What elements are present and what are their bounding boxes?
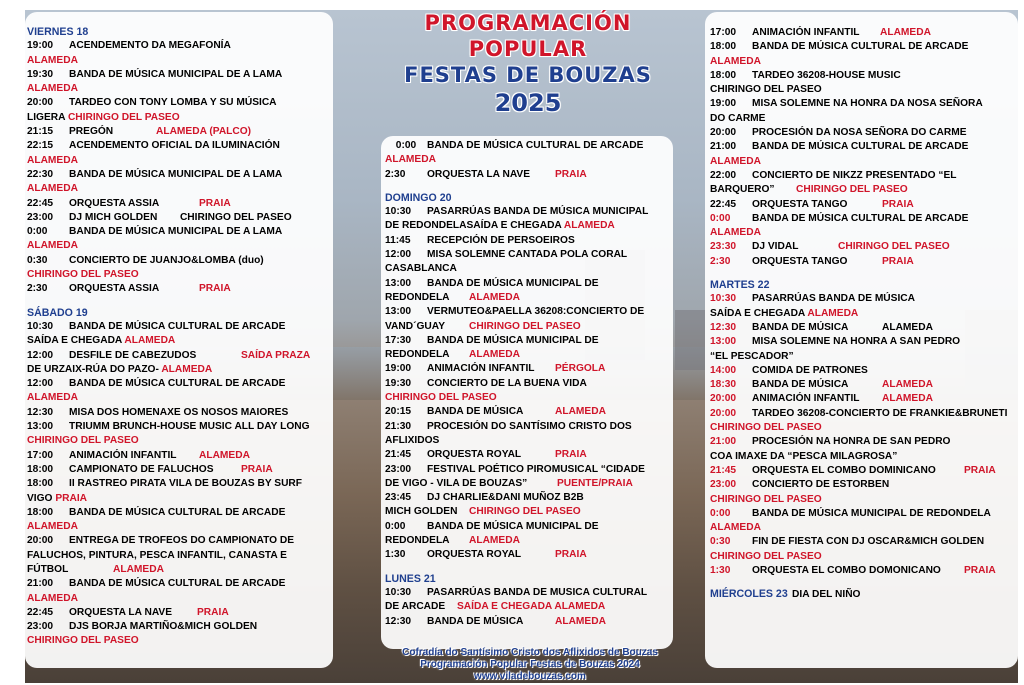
event-row: 21:30 PROCESIÓN DO SANTÍSIMO CRISTO DOS [385, 420, 632, 432]
event-row-cont: VIGO PRAIA [27, 492, 88, 504]
event-row-cont: LIGERA CHIRINGO DEL PASEO [27, 111, 180, 123]
event-row: 18:00 CAMPIONATO DE FALUCHOS PRAIA [27, 463, 273, 475]
footer-website-link[interactable]: www.viladebouzas.com [474, 671, 586, 682]
event-row: 12:00 BANDA DE MÚSICA CULTURAL DE ARCADE [27, 378, 286, 390]
event-venue: ALAMEDA [710, 55, 761, 67]
event-row: 1:30 ORQUESTA EL COMBO DOMONICANO PRAIA [710, 564, 996, 576]
event-row: 0:00 BANDA DE MÚSICA MUNICIPAL DE A LAMA [27, 226, 283, 238]
day-heading-sunday: DOMINGO 20 [385, 191, 452, 204]
day-heading-saturday: SÁBADO 19 [27, 306, 88, 319]
day-heading-wednesday: MIÉRCOLES 23 [710, 588, 788, 601]
event-row-cont: FÚTBOL ALAMEDA [27, 563, 164, 575]
event-row: 12:30 MISA DOS HOMENAXE OS NOSOS MAIORES [27, 406, 289, 418]
event-venue: CHIRINGO DEL PASEO [710, 493, 822, 505]
event-venue: ALAMEDA [385, 154, 436, 166]
footer-organizer: Cofradía do Santísimo Cristo dos Aflixidos de Bouzas [402, 647, 658, 658]
event-row: 22:30 BANDA DE MÚSICA MUNICIPAL DE A LAMA [27, 168, 283, 180]
event-row-cont: FALUCHOS, PINTURA, PESCA INFANTIL, CANASTA E [27, 549, 287, 561]
day-heading-friday: VIERNES 18 [27, 26, 89, 38]
event-venue: ALAMEDA [27, 183, 78, 195]
event-row: 0:00 BANDA DE MÚSICA CULTURAL DE ARCADE [710, 212, 969, 224]
event-row: 17:30 BANDA DE MÚSICA MUNICIPAL DE [385, 334, 599, 346]
day-heading-tuesday: MARTES 22 [710, 279, 770, 292]
event-row-cont: CASABLANCA [385, 263, 457, 275]
event-row: 22:45 ORQUESTA LA NAVE PRAIA [27, 606, 229, 618]
event-row: 13:00 MISA SOLEMNE NA HONRA A SAN PEDRO [710, 336, 961, 348]
event-venue: ALAMEDA [710, 522, 761, 534]
event-venue: CHIRINGO DEL PASEO [27, 635, 139, 647]
event-row-cont: BARQUERO”CHIRINGO DEL PASEO [710, 184, 908, 196]
event-row: 2:30 ORQUESTA ASSIA PRAIA [27, 283, 231, 295]
event-row: 19:30 BANDA DE MÚSICA MUNICIPAL DE A LAMA [27, 68, 283, 80]
event-row: 21:45 ORQUESTA ROYAL PRAIA [385, 449, 587, 461]
event-row-cont: CHIRINGO DEL PASEO [710, 84, 822, 96]
event-row: 18:00 BANDA DE MÚSICA CULTURAL DE ARCADE [27, 506, 286, 518]
event-venue: CHIRINGO DEL PASEO [27, 435, 139, 447]
day-heading-monday: LUNES 21 [385, 572, 436, 585]
event-row-cont: DO CARME [710, 112, 766, 124]
event-venue: ALAMEDA [710, 227, 761, 239]
event-row: 12:00 DESFILE DE CABEZUDOS SAÍDA PRAZA [27, 349, 311, 361]
event-venue: ALAMEDA [27, 83, 78, 95]
event-row: 22:00 CONCIERTO DE NIKZZ PRESENTADO “EL [710, 169, 957, 181]
event-row: 2:30 ORQUESTA LA NAVE PRAIA [385, 168, 587, 180]
event-row: 0:00 BANDA DE MÚSICA CULTURAL DE ARCADE [395, 140, 644, 151]
event-row: 20:00 ANIMACIÓN INFANTIL ALAMEDA [710, 393, 933, 405]
event-row: 18:30 BANDA DE MÚSICA ALAMEDA [710, 379, 933, 391]
event-row-cont: COA IMAXE DA “PESCA MILAGROSA” [710, 450, 898, 462]
event-row: 22:15 ACENDEMENTO OFICIAL DA ILUMINACIÓN [27, 140, 280, 152]
event-row-cont: REDONDELAALAMEDA [385, 535, 520, 547]
event-venue: ALAMEDA [27, 592, 78, 604]
poster-footer [350, 647, 710, 683]
event-row: 23:00 DJS BORJA MARTIÑO&MICH GOLDEN [27, 621, 258, 633]
event-row: 0:00 BANDA DE MÚSICA MUNICIPAL DE [385, 520, 599, 532]
event-row-cont: MICH GOLDENCHIRINGO DEL PASEO [385, 506, 581, 518]
title-line-2: POPULAR [468, 37, 588, 61]
poster-title [383, 10, 673, 116]
event-row: 20:00 TARDEO CON TONY LOMBA Y SU MÚSICA [27, 97, 277, 109]
event-venue: CHIRINGO DEL PASEO [710, 550, 822, 562]
event-row: 21:45 ORQUESTA EL COMBO DOMINICANO PRAIA [710, 464, 996, 476]
event-row-cont: DE REDONDELASAÍDA E CHEGADA ALAMEDA [385, 220, 615, 232]
event-row-cont: SAÍDA E CHEGADA ALAMEDA [27, 335, 176, 347]
title-year: 2025 [494, 89, 562, 117]
event-row: 12:30 BANDA DE MÚSICA ALAMEDA [710, 321, 933, 333]
event-row: 2:30 ORQUESTA TANGO PRAIA [710, 255, 914, 267]
event-row: 18:00 BANDA DE MÚSICA CULTURAL DE ARCADE [710, 41, 969, 53]
event-row: 19:00 ACENDEMENTO DA MEGAFONÍA [27, 40, 231, 52]
event-row: 10:30 PASARRÚAS BANDA DE MÚSICA MUNICIPAL [385, 206, 649, 218]
event-row-cont: DE URZAIX-RÚA DO PAZO- ALAMEDA [27, 363, 213, 375]
event-row-cont: REDONDELAALAMEDA [385, 291, 520, 303]
event-row-cont: AFLIXIDOS [385, 434, 440, 446]
event-venue: ALAMEDA [27, 154, 78, 166]
event-row: 0:30 FIN DE FIESTA CON DJ OSCAR&MICH GOLDEN [710, 536, 985, 548]
schedule-panel-left [25, 12, 333, 668]
event-venue: ALAMEDA [27, 521, 78, 533]
event-row: 10:30 PASARRÚAS BANDA DE MÚSICA [710, 293, 916, 305]
event-row: 12:30 BANDA DE MÚSICA ALAMEDA [385, 615, 606, 627]
event-row: 23:00 FESTIVAL POÉTICO PIROMUSICAL “CIDADE [385, 463, 645, 475]
event-venue: ALAMEDA [710, 155, 761, 167]
event-row-cont: SAÍDA E CHEGADA ALAMEDA [710, 307, 859, 319]
event-row: 18:00 TARDEO 36208-HOUSE MUSIC [710, 69, 901, 81]
event-row: 23:45 DJ CHARLIE&DANI MUÑOZ B2B [385, 492, 584, 504]
event-venue: CHIRINGO DEL PASEO [27, 269, 139, 281]
event-row: 23:30 DJ VIDAL CHIRINGO DEL PASEO [710, 241, 950, 253]
event-row: 17:00 ANIMACIÓN INFANTIL ALAMEDA [710, 27, 931, 38]
event-venue: CHIRINGO DEL PASEO [385, 392, 497, 404]
event-row: 18:00 II RASTREO PIRATA VILA DE BOUZAS BY SURF [27, 478, 303, 490]
event-row: 17:00 ANIMACIÓN INFANTIL ALAMEDA [27, 449, 250, 461]
event-row: 12:00 MISA SOLEMNE CANTADA POLA CORAL [385, 249, 628, 261]
event-row: 19:00 ANIMACIÓN INFANTIL PÉRGOLA [385, 363, 606, 375]
event-row: 20:00 TARDEO 36208-CONCIERTO DE FRANKIE&BRUNETI [710, 407, 1008, 419]
event-row-cont: DE VIGO - VILA DE BOUZAS” PUENTE/PRAIA [385, 477, 633, 489]
event-row: 1:30 ORQUESTA ROYAL PRAIA [385, 549, 587, 561]
event-row-cont: DE ARCADESAÍDA E CHEGADA ALAMEDA [385, 601, 606, 613]
event-row: 20:00 ENTREGA DE TROFEOS DO CAMPIONATO DE [27, 535, 295, 547]
event-row: 10:30 PASARRÚAS BANDA DE MUSICA CULTURAL [385, 586, 648, 598]
event-row: 21:00 BANDA DE MÚSICA CULTURAL DE ARCADE [710, 141, 969, 153]
event-row: 13:00 VERMUTEO&PAELLA 36208:CONCIERTO DE [385, 306, 645, 318]
footer-program: Programación Popular Festas de Bouzas 2024 [420, 659, 640, 670]
title-line-3: FESTAS DE BOUZAS [404, 63, 652, 87]
event-row: 23:00 CONCIERTO DE ESTORBEN [710, 479, 890, 491]
schedule-panel-right [705, 12, 1018, 668]
event-venue: ALAMEDA [27, 240, 78, 252]
title-line-1: PROGRAMACIÓN [424, 11, 632, 35]
event-row: 19:00 MISA SOLEMNE NA HONRA DA NOSA SEÑORA [710, 98, 983, 110]
schedule-panel-middle [381, 136, 673, 649]
event-row: 23:00 DJ MICH GOLDEN CHIRINGO DEL PASEO [27, 211, 292, 223]
event-row: 19:30 CONCIERTO DE LA BUENA VIDA [385, 377, 587, 389]
event-venue: CHIRINGO DEL PASEO [710, 422, 822, 434]
event-row: 11:45 RECEPCIÓN DE PERSOEIROS [385, 234, 575, 246]
event-venue: ALAMEDA [27, 392, 78, 404]
event-row: 14:00 COMIDA DE PATRONES [710, 364, 868, 376]
event-row: 13:00 TRIUMM BRUNCH-HOUSE MUSIC ALL DAY LONG [27, 421, 310, 433]
event-row: 0:00 BANDA DE MÚSICA MUNICIPAL DE REDONDELA [710, 507, 991, 519]
event-row: 10:30 BANDA DE MÚSICA CULTURAL DE ARCADE [27, 320, 286, 332]
event-row: 22:45 ORQUESTA TANGO PRAIA [710, 198, 914, 210]
event-row: 20:00 PROCESIÓN DA NOSA SEÑORA DO CARME [710, 127, 967, 139]
event-row-cont: VAND´GUAYCHIRINGO DEL PASEO [385, 320, 581, 332]
event-row: 21:15 PREGÓN ALAMEDA (PALCO) [27, 126, 252, 138]
event-row: MIÉRCOLES 23 DIA DEL NIÑO [710, 588, 861, 601]
event-venue: ALAMEDA [27, 54, 78, 66]
event-row: 20:15 BANDA DE MÚSICA ALAMEDA [385, 406, 606, 418]
event-row: 22:45 ORQUESTA ASSIA PRAIA [27, 197, 231, 209]
event-row: 21:00 PROCESIÓN NA HONRA DE SAN PEDRO [710, 436, 951, 448]
event-row: 21:00 BANDA DE MÚSICA CULTURAL DE ARCADE [27, 578, 286, 590]
event-row-cont: “EL PESCADOR” [710, 350, 794, 362]
event-row: 13:00 BANDA DE MÚSICA MUNICIPAL DE [385, 277, 599, 289]
event-row-cont: REDONDELAALAMEDA [385, 349, 520, 361]
event-row: 0:30 CONCIERTO DE JUANJO&LOMBA (duo) [27, 254, 264, 266]
